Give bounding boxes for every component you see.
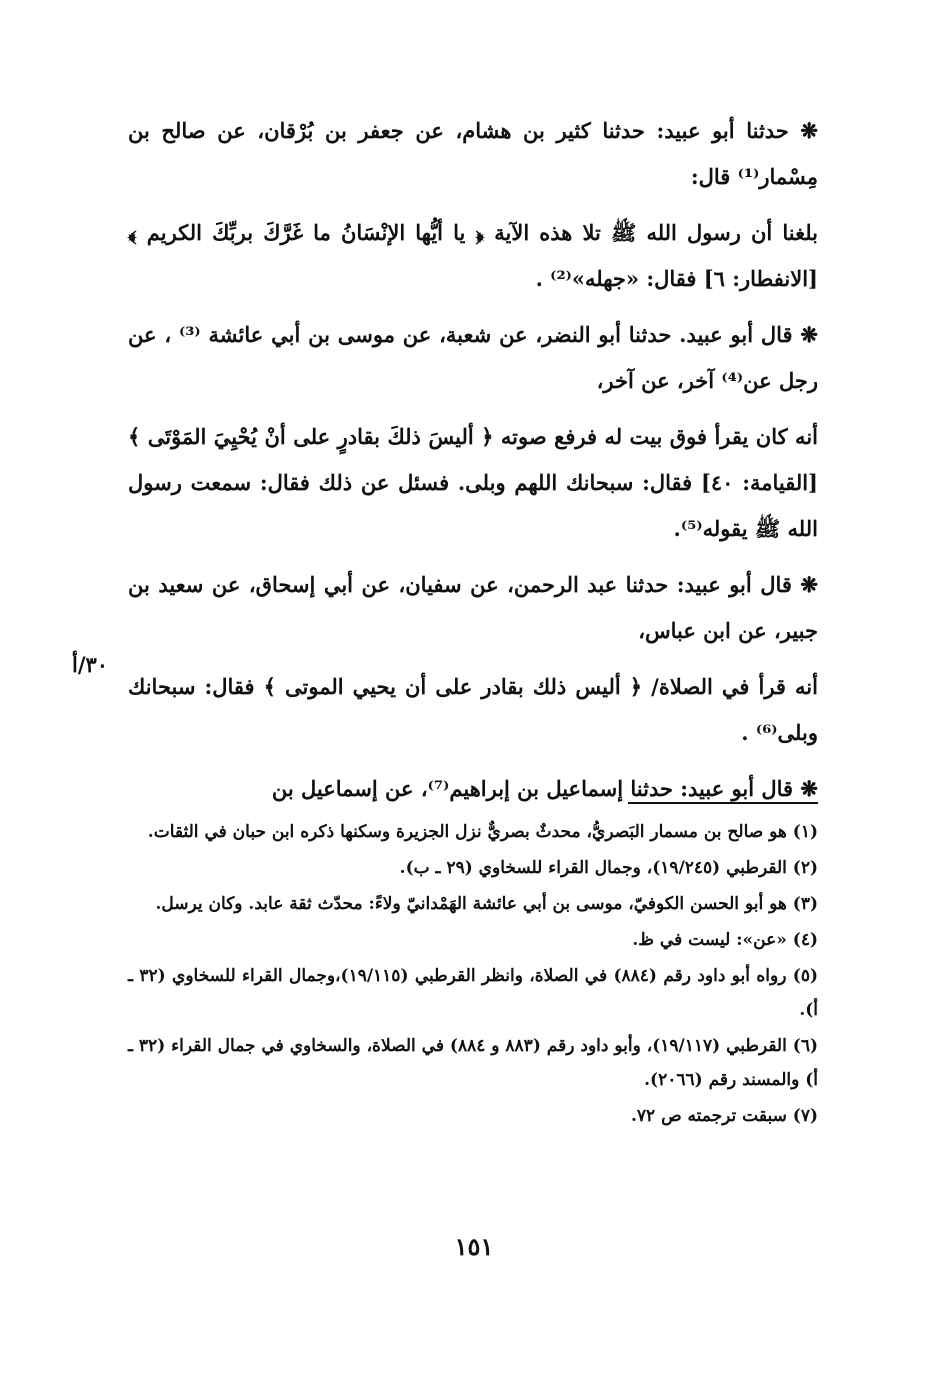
paragraph-2: بلغنا أن رسول الله ﷺ تلا هذه الآية ﴿ يا أيُّها الإنْسَانُ ما غَرَّكَ بربِّكَ الكريم ﴾ [الانفطار: ٦] فقال: «جهله»⁽²⁾ . <box>128 220 818 291</box>
footnotes <box>128 815 818 1135</box>
paragraph-1: ❋ حدثنا أبو عبيد: حدثنا كثير بن هشام، عن جعفر بن بُرْقان، عن صالح بن مِسْمار⁽¹⁾ قال: <box>128 118 818 189</box>
paragraph-6: أنه قرأ في الصلاة/ ﴿ أليس ذلك بقادر على أن يحيي الموتى ﴾ فقال: سبحانك وبلى⁽⁶⁾ . <box>128 674 818 745</box>
footnote-2: (٢) القرطبي (١٩/٢٤٥)، وجمال القراء للسخاوي (٢٩ ـ ب). <box>399 858 818 878</box>
paragraph-7: ❋ قال أبو عبيد: حدثنا إسماعيل بن إبراهيم⁽⁷⁾، عن إسماعيل بن <box>271 776 818 801</box>
footnote-5: (٥) رواه أبو داود رقم (٨٨٤) في الصلاة، وانظر القرطبي (١٩/١١٥)،وجمال القراء للسخاوي (٣٢ ـ أ). <box>128 966 818 1020</box>
paragraph-4: أنه كان يقرأ فوق بيت له فرفع صوته ﴿ أليسَ ذلكَ بقادرٍ على أنْ يُحْيِيَ المَوْتَى ﴾ [القيامة: ٤٠] فقال: سبحانك اللهم وبلى. فسئل عن ذلك فقال: سمعت رسول الله ﷺ يقوله⁽⁵⁾. <box>128 424 818 541</box>
paragraph-3: ❋ قال أبو عبيد. حدثنا أبو النضر، عن شعبة، عن موسى بن أبي عائشة ⁽³⁾ ، عن رجل عن⁽⁴⁾ آخر، عن آخر، <box>128 322 818 393</box>
manuscript-folio-note: ٣٠/أ <box>72 652 109 677</box>
footnote-separator <box>628 802 818 804</box>
footnote-1: (١) هو صالح بن مسمار البَصريُّ، محدثٌ بصريٌّ نزل الجزيرة وسكنها ذكره ابن حبان في الثقات. <box>147 822 818 842</box>
page-number: ١٥١ <box>454 1232 494 1261</box>
main-text <box>128 108 818 822</box>
footnote-7: (٧) سبقت ترجمته ص ٧٢. <box>630 1106 818 1126</box>
footnote-3: (٣) هو أبو الحسن الكوفيّ، موسى بن أبي عائشة الهَمْدانيّ ولاءً: محدّث ثقة عابد. وكان يرسل. <box>155 894 818 914</box>
footnote-6: (٦) القرطبي (١٩/١١٧)، وأبو داود رقم (٨٨٣ و ٨٨٤) في الصلاة، والسخاوي في جمال القراء (٣٢ ـ أ) والمسند رقم (٢٠٦٦). <box>128 1036 818 1090</box>
paragraph-5: ❋ قال أبو عبيد: حدثنا عبد الرحمن، عن سفيان، عن أبي إسحاق، عن سعيد بن جبير، عن ابن عباس، <box>128 572 818 643</box>
footnote-4: (٤) «عن»: ليست في ظ. <box>632 930 818 950</box>
